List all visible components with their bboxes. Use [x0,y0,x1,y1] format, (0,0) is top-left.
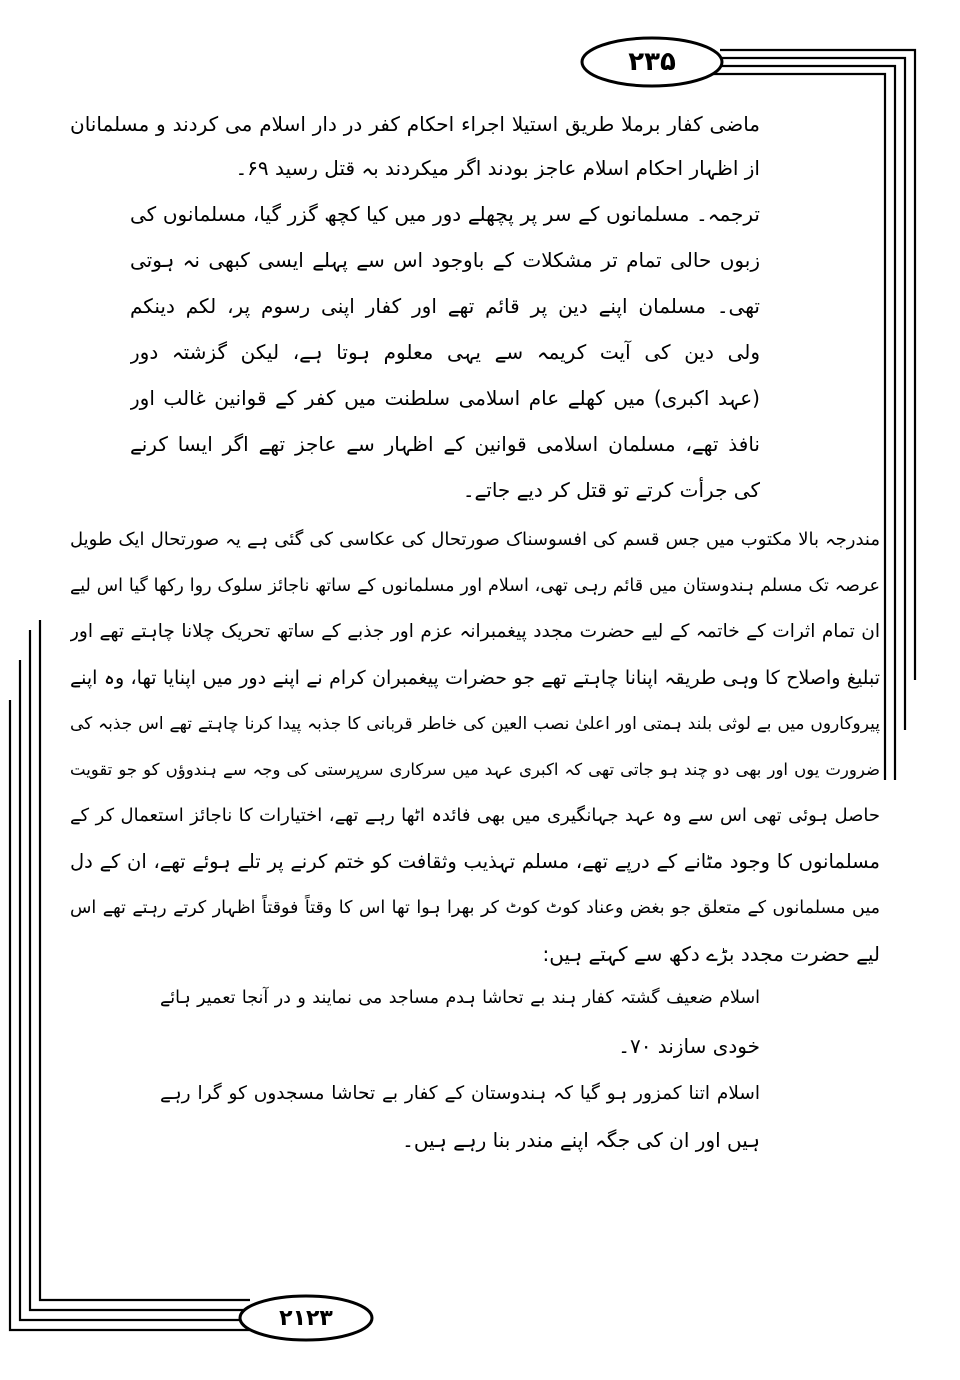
translation-1-line: تھی۔ مسلمان اپنے دین پر قائم تھے اور کفار اپنی رسوم پر، لکم دینکم [130,294,760,318]
translation-2-line: ہیں اور ان کی جگہ اپنے مندر بنا رہے ہیں۔ [402,1128,760,1152]
body-line: میں مسلمانوں کے متعلق جو بغض وعناد کوٹ کوٹ کر بھرا ہوا تھا اس کا وقتاً فوقتاً اظہار کرتے رہتے تھے اس [70,898,880,918]
translation-1-line: ولی دین کی آیت کریمہ سے یہی معلوم ہوتا ہے، لیکن گزشتہ دور [130,340,760,364]
quote-2-line: اسلام ضعیف گشتہ کفار ہند بے تحاشا ہدم مساجد می نمایند و در آنجا تعمیر ہائے [160,988,760,1008]
body-line: حاصل ہوئی تھی اس سے وہ عہد جہانگیری میں بھی فائدہ اٹھا رہے تھے، اختیارات کا ناجائز استعمال کر کے [70,805,880,826]
body-line: مندرجہ بالا مکتوب میں جس قسم کی افسوسناک صورتحال کی عکاسی کی گئی ہے یہ صورتحال ایک طویل [70,529,880,550]
body-line: مسلمانوں کا وجود مٹانے کے درپے تھے، مسلم تہذیب وثقافت کو ختم کرنے پر تلے ہوئے تھے، ان کے دل [70,850,880,873]
translation-1-line: ترجمہ۔ مسلمانوں کے سر پر پچھلے دور میں کیا کچھ گزر گیا، مسلمانوں کی [130,202,760,226]
body-line: پیروکاروں میں بے لوثی بلند ہمتی اور اعلیٰ نصب العین کی خاطر قربانی کا جذبہ پیدا کرنا چاہتے تھے اس جذبہ کی [70,714,880,734]
translation-2-line: اسلام اتنا کمزور ہو گیا کہ ہندوستان کے کفار بے تحاشا مسجدوں کو گرا رہے [160,1083,760,1104]
translation-1-line: کی جرأت کرتے تو قتل کر دیے جاتے۔ [462,478,760,502]
body-line: تبلیغ واصلاح کا وہی طریقہ اپنانا چاہتے تھے جو حضرات پیغمبران کرام نے اپنے دور میں اپنایا تھا، وہ اپنے [70,667,880,689]
body-line: عرصہ تک مسلم ہندوستان میں قائم رہی تھی، اسلام اور مسلمانوں کے ساتھ ناجائز سلوک روا رکھا گیا اس لیے [70,576,880,596]
body-line: لیے حضرت مجدد بڑے دکھ سے کہتے ہیں: [542,942,880,966]
translation-1-line: زبوں حالی تمام تر مشکلات کے باوجود اس سے پہلے ایسی کبھی نہ ہوتی [130,248,760,272]
quote-1-line: ماضی کفار برملا طریق استیلا اجراء احکام کفر در دار اسلام می کردند و مسلمانان [70,112,760,136]
quote-2-line: خودی سازند ۷۰۔ [618,1034,760,1058]
quote-1-line: از اظہار احکام اسلام عاجز بودند اگر میکردند بہ قتل رسید ۶۹۔ [235,156,760,180]
body-line: ان تمام اثرات کے خاتمہ کے لیے حضرت مجدد پیغمبرانہ عزم اور جذبے کے ساتھ تحریک چلانا چاہتے تھے اور [70,621,880,642]
translation-1-line: (عہد اکبری) میں کھلے عام اسلامی سلطنت میں کفر کے قوانین غالب اور [130,386,760,410]
top-page-number: ۲۳۵ [628,47,676,77]
bottom-page-number: ۲۱۲۳ [279,1305,333,1331]
translation-1-line: نافذ تھے، مسلمان اسلامی قوانین کے اظہار سے عاجز تھے اگر ایسا کرنے [130,432,760,456]
body-line: ضرورت یوں اور بھی دو چند ہو جاتی تھی کہ اکبری عہد میں سرکاری سرپرستی کی وجہ سے ہندوؤں کو جو تقویت [70,760,880,779]
